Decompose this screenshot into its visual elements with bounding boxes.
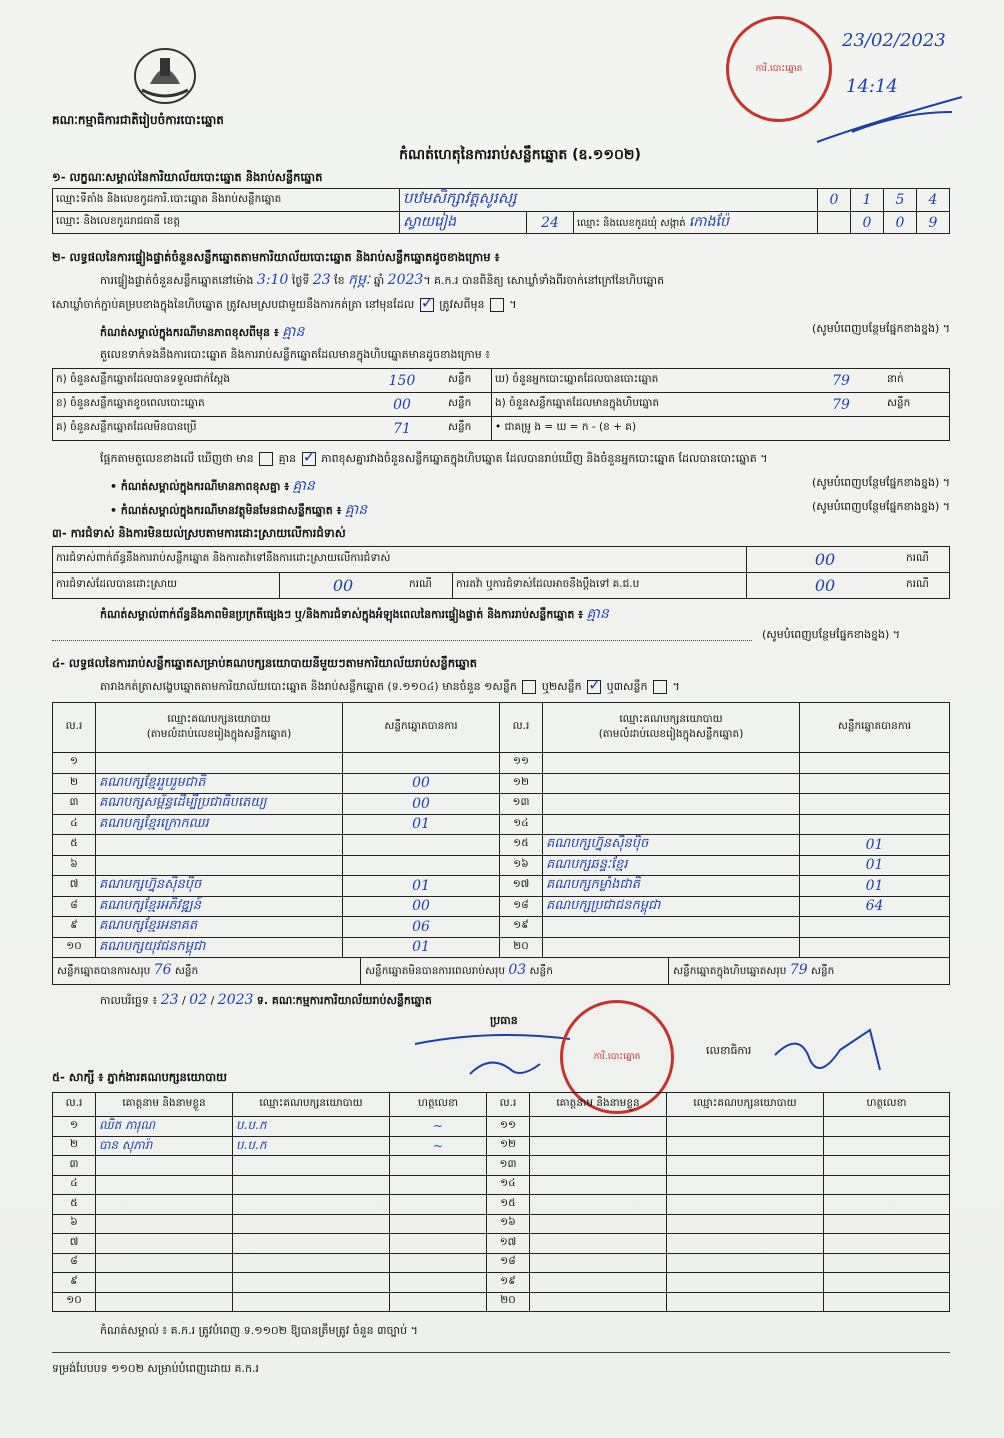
table-cell: ១៨: [500, 896, 543, 917]
table-cell: [390, 1195, 487, 1215]
table-row: [53, 794, 950, 815]
handwritten-signature-top: [812, 92, 972, 152]
commune-digit: 0: [884, 212, 917, 234]
table-cell: ៣: [53, 1156, 96, 1176]
province-label: ឈ្មោះ និងលេខកូដរាជធានី ខេត្ត: [53, 212, 400, 234]
handwritten-time: 14:14: [846, 76, 898, 97]
section2-b2: • កំណត់សម្គាល់ក្នុងករណីមានវត្ថុមិនមែនជាសន្លឹកឆ្នោត ៖ គ្មាន (សូមបំពេញបន្ថែមផ្នែកខាងខ្នង) ។: [110, 500, 950, 518]
table-cell: [543, 814, 800, 835]
location-digit: 5: [884, 189, 917, 212]
footer-note: កំណត់សម្គាល់ ៖ គ.ក.រ ត្រូវបំពេញ ទ.១១០២ ឱ្យបានត្រឹមត្រូវ ចំនួន ៣ច្បាប់ ។: [100, 1324, 418, 1337]
table-cell: ៨: [53, 1253, 96, 1273]
table-cell: [530, 1195, 667, 1215]
table-cell: [530, 1214, 667, 1234]
table-cell: ១៣: [500, 794, 543, 815]
section5-heading: ៥- សាក្សី ៖ ភ្នាក់ងារគណបក្សនយោបាយ: [52, 1070, 227, 1084]
section4-heading: ៤- លទ្ធផលនៃការរាប់សន្លឹកឆ្នោតសម្រាប់គណបក្សនយោបាយនីមួយៗតាមការិយាល័យរាប់សន្លឹកឆ្នោត: [52, 656, 477, 670]
table-cell: 01: [343, 814, 500, 835]
table-cell: ៩: [53, 1273, 96, 1293]
table-cell: គណបក្សសម្ព័ន្ធដើម្បីប្រជាធិបតេយ្យ: [96, 794, 343, 815]
table-cell: [96, 1175, 233, 1195]
commune-cell: [574, 212, 818, 234]
table-row: [53, 1253, 950, 1273]
table-cell: [233, 1253, 390, 1273]
table-cell: [343, 753, 500, 774]
table-row: [53, 1214, 950, 1234]
table-cell: [543, 917, 800, 938]
table-cell: 00: [343, 773, 500, 794]
date-line: កាលបរិច្ឆេទ ៖ 23 / 02 / 2023 ទ. គណៈកម្មការការិយាល័យរាប់សន្លឹកឆ្នោត: [100, 992, 432, 1008]
org-name: គណៈកម្មាធិការជាតិរៀបចំការបោះឆ្នោត: [52, 113, 224, 127]
table-cell: [824, 1156, 950, 1176]
table-cell: [530, 1253, 667, 1273]
table-cell: ៤: [53, 814, 96, 835]
table-cell: គណបក្សខ្មែរអភិវឌ្ឍន៍: [96, 896, 343, 917]
table-cell: [824, 1136, 950, 1156]
table-cell: [96, 855, 343, 876]
location-digit: 1: [851, 189, 884, 212]
location-label: ឈ្មោះទីតាំង និងលេខកូដការិ.បោះឆ្នោត និងរាប់សន្លឹកឆ្នោត: [53, 189, 400, 212]
province-code: 24: [527, 212, 574, 234]
table-cell: [390, 1253, 487, 1273]
figures-table: ក) ចំនួនសន្លឹកឆ្នោតដែលបានទទួលជាក់ស្តែង 150 សន្លឹក ឃ) ចំនួនអ្នកបោះឆ្នោតដែលបានបោះឆ្នោត 79 នាក់ ខ) ចំនួនសន្លឹកឆ្នោតខូចពេលបោះឆ្នោត 00 សន្លឹក ង) ចំនួនសន្លឹកឆ្នោតដែលមានក្នុងហិបឆ្នោត 79 សន្លឹក គ) ចំនួនសន្លឹកឆ្នោតដែលមិនបានប្រើ 71 សន្លឹក • ជាគម្រូ ង = ឃ = ក - (ខ + គ): [52, 368, 950, 441]
table-cell: ១២: [487, 1136, 530, 1156]
table-cell: [530, 1234, 667, 1254]
table-cell: គណបក្សខ្មែរអនាគត: [96, 917, 343, 938]
table-cell: 01: [800, 855, 950, 876]
table-cell: [543, 794, 800, 815]
footer-bottom: ទម្រង់បែបបទ ១១០២ សម្រាប់បំពេញដោយ គ.ក.រ: [52, 1362, 259, 1375]
table-row: [53, 1175, 950, 1195]
table-cell: ១៦: [500, 855, 543, 876]
section3-heading: ៣- ការជំទាស់ និងការមិនយល់ស្របតាមការដោះស្រាយលើការជំទាស់: [52, 526, 346, 540]
section2-p5: ផ្អែកតាមតួលេខខាងលើ ឃើញថា មាន គ្មាន ✓ ភាពខុសគ្នារវាងចំនួនសន្លឹកឆ្នោតក្នុងហិបឆ្នោត ដែលបានរាប់ឃើញ និងចំនួនអ្នកបោះឆ្នោត ដែលបានបោះឆ្នោត ។: [100, 452, 767, 468]
table-cell: [233, 1273, 390, 1293]
table-row: [53, 896, 950, 917]
section2-b1: • កំណត់សម្គាល់ក្នុងករណីមានភាពខុសគ្នា ៖ គ្មាន (សូមបំពេញបន្ថែមផ្នែកខាងខ្នង) ។: [110, 476, 950, 494]
table-cell: [233, 1234, 390, 1254]
table-row: [53, 1156, 950, 1176]
table-cell: ២: [53, 773, 96, 794]
table-cell: [233, 1195, 390, 1215]
table-cell: ១៨: [487, 1253, 530, 1273]
table-cell: ១៩: [487, 1273, 530, 1293]
section2-p3: កំណត់សម្គាល់ក្នុងករណីមានភាពខុសពីមុន ៖ គ្មាន (សូមបំពេញបន្ថែមផ្នែកខាងខ្នង) ។: [100, 322, 950, 340]
table-cell: [96, 1292, 233, 1312]
table-cell: [390, 1175, 487, 1195]
official-stamp-2: ការិ.បោះឆ្នោត: [560, 1000, 674, 1114]
table-cell: [824, 1253, 950, 1273]
table-cell: ២០: [487, 1292, 530, 1312]
commune-value: កោងប៉ែ: [688, 214, 729, 230]
table-cell: [530, 1117, 667, 1137]
total-ballots: សន្លឹកឆ្នោតក្នុងហិបឆ្នោតសរុប 79 សន្លឹក: [673, 962, 835, 978]
objections-table: ការជំទាស់ពាក់ព័ន្ធនឹងការរាប់សន្លឹកឆ្នោត និងការតវ៉ាទៅនឹងការដោះស្រាយលើការជំទាស់ 00 ករណី ការជំទាស់ដែលបានដោះស្រាយ 00 ករណី ការតវ៉ា ឬការជំទាស់ដែលអាចនឹងប្តឹងទៅ គ.ជ.ប 00 ករណី: [52, 546, 950, 599]
checkbox-checked[interactable]: [420, 298, 434, 312]
table-cell: ១៩: [500, 917, 543, 938]
location-digit: 0: [818, 189, 851, 212]
table-cell: [667, 1292, 824, 1312]
table-cell: [800, 773, 950, 794]
results-table: ល.រ ឈ្មោះគណបក្សនយោបាយ (តាមលំដាប់លេខរៀងក្នុងសន្លឹកឆ្នោត) សន្លឹកឆ្នោតបានការ ល.រ ឈ្មោះគណបក្សនយោបាយ (តាមលំដាប់លេខរៀងក្នុងសន្លឹកឆ្នោត) សន្លឹកឆ្នោតបានការ ១ ១១ ២ គណបក្សខ្មែររួបរួមជាតិ 00 ១២ ៣ គណបក្សសម្ព័ន្ធដើម្បីប្រជាធិបតេយ្យ 00 ១៣ ៤ គណបក្សខ្មែរក្រោកឈរ 01 ១៤ ៥ ១៥ គណបក្សហ្វ៊ុនស៊ិនប៉ិច 01 ៦ ១៦ គណបក្សឆន្ទៈខ្មែរ 01 ៧ គណបក្សហ្វ៊ុនស៊ិនប៉ិច 01 ១៧ គណបក្សកម្លាំងជាតិ 01 ៨ គណបក្សខ្មែរអភិវឌ្ឍន៍ 00 ១៨ គណបក្សប្រជាជនកម្ពុជា 64 ៩ គណបក្សខ្មែរអនាគត 06 ១៩ ១០ គណបក្សយុវជនកម្ពុជា 01 ២០ សន្លឹកឆ្នោតបានការសរុប 76 សន្លឹក សន្លឹកឆ្នោតមិនបានការពេលរាប់សរុប 03 សន្លឹក សន្លឹកឆ្នោតក្នុងហិបឆ្នោតសរុប 79 សន្លឹក: [52, 702, 950, 985]
table-cell: [667, 1214, 824, 1234]
secretary-signature: [770, 1020, 890, 1080]
table-cell: គណបក្សកម្លាំងជាតិ: [543, 876, 800, 897]
commune-label: ឈ្មោះ និងលេខកូដឃុំ សង្កាត់: [577, 218, 686, 229]
table-cell: ២០: [500, 937, 543, 958]
table-row: [53, 814, 950, 835]
table-cell: ១១: [500, 753, 543, 774]
witness-table: ល.រ គោត្តនាម និងនាមខ្លួន ឈ្មោះគណបក្សនយោបាយ ហត្ថលេខា ល.រ គោត្តនាម និងនាមខ្លួន ឈ្មោះគណបក្សនយោបាយ ហត្ថលេខា ១ ឈិត ភារុណ ប.ប.ក ~ ១១ ២ បាន សុភារ៉ា ប.ប.ក ~ ១២ ៣ ១៣ ៤ ១៤ ៥ ១៥ ៦ ១៦ ៧ ១៧ ៨ ១៨ ៩ ១៩ ១០ ២០: [52, 1092, 950, 1312]
section1-table: [52, 188, 950, 234]
table-cell: គណបក្សហ្វ៊ុនស៊ិនប៉ិច: [96, 876, 343, 897]
table-cell: ១២: [500, 773, 543, 794]
table-cell: ១៤: [500, 814, 543, 835]
table-row: [53, 917, 950, 938]
table-cell: [824, 1195, 950, 1215]
table-row: [53, 855, 950, 876]
table-row: [53, 1195, 950, 1215]
table-cell: [667, 1253, 824, 1273]
table-row: [53, 1292, 950, 1312]
table-cell: 00: [343, 896, 500, 917]
table-row: [53, 1117, 950, 1137]
table-cell: [667, 1156, 824, 1176]
table-cell: [824, 1273, 950, 1293]
table-cell: [96, 753, 343, 774]
table-cell: [824, 1214, 950, 1234]
table-cell: ១៥: [487, 1195, 530, 1215]
footer-divider: [52, 1352, 950, 1353]
table-cell: ១៤: [487, 1175, 530, 1195]
table-cell: [800, 753, 950, 774]
checkbox[interactable]: [259, 452, 273, 466]
table-cell: ១៦: [487, 1214, 530, 1234]
table-cell: ៦: [53, 855, 96, 876]
table-cell: ១៣: [487, 1156, 530, 1176]
checkbox[interactable]: [522, 680, 536, 694]
table-cell: [530, 1136, 667, 1156]
checkbox[interactable]: [653, 680, 667, 694]
table-row: [53, 876, 950, 897]
table-cell: [543, 937, 800, 958]
table-cell: [390, 1156, 487, 1176]
table-cell: ប.ប.ក: [233, 1136, 390, 1156]
table-cell: [530, 1292, 667, 1312]
table-cell: ~: [390, 1117, 487, 1137]
table-cell: 64: [800, 896, 950, 917]
table-cell: [530, 1156, 667, 1176]
commune-digit: 9: [917, 212, 950, 234]
checkbox-checked[interactable]: [302, 452, 316, 466]
official-stamp: ការិ.បោះឆ្នោត: [726, 16, 832, 122]
table-cell: គណបក្សឆន្ទៈខ្មែរ: [543, 855, 800, 876]
handwritten-date: 23/02/2023: [842, 30, 946, 51]
checkbox-checked[interactable]: [587, 680, 601, 694]
table-row: [53, 1273, 950, 1293]
table-cell: [667, 1175, 824, 1195]
national-emblem-icon: [130, 44, 200, 106]
table-cell: គណបក្សប្រជាជនកម្ពុជា: [543, 896, 800, 917]
section3-p: កំណត់សម្គាល់ពាក់ព័ន្ធនឹងភាពមិនប្រក្រតីផ្សេងៗ ឬ/និងការជំទាស់ក្នុងអំឡុងពេលនៃការផ្ទៀងផ្ទាត់ និងការរាប់សន្លឹកឆ្នោត ៖ គ្មាន: [100, 606, 609, 622]
section3-note: (សូមបំពេញបន្ថែមផ្នែកខាងខ្នង) ។: [762, 628, 901, 641]
table-cell: [96, 1253, 233, 1273]
chair-label: ប្រធាន: [490, 1014, 518, 1027]
table-cell: [343, 855, 500, 876]
table-cell: [96, 1234, 233, 1254]
chair-signature: [410, 1024, 580, 1084]
table-cell: ៨: [53, 896, 96, 917]
table-cell: ១០: [53, 937, 96, 958]
table-cell: [543, 773, 800, 794]
table-cell: 01: [800, 876, 950, 897]
table-cell: 06: [343, 917, 500, 938]
table-cell: [96, 1156, 233, 1176]
table-cell: [390, 1234, 487, 1254]
table-cell: [96, 1214, 233, 1234]
table-cell: ១០: [53, 1292, 96, 1312]
table-cell: [824, 1292, 950, 1312]
table-row: [53, 835, 950, 856]
table-cell: ៧: [53, 876, 96, 897]
table-cell: ៧: [53, 1234, 96, 1254]
table-cell: [530, 1273, 667, 1293]
table-cell: ១: [53, 753, 96, 774]
section1-heading: ១- លក្ខណៈសម្គាល់នៃការិយាល័យបោះឆ្នោត និងរាប់សន្លឹកឆ្នោត: [52, 170, 323, 184]
table-cell: [667, 1195, 824, 1215]
table-cell: [530, 1175, 667, 1195]
table-cell: [543, 753, 800, 774]
table-cell: ១៥: [500, 835, 543, 856]
table-cell: ១១: [487, 1117, 530, 1137]
table-cell: ១៧: [487, 1234, 530, 1254]
table-cell: ~: [390, 1136, 487, 1156]
table-cell: គណបក្សខ្មែរក្រោកឈរ: [96, 814, 343, 835]
table-cell: [667, 1234, 824, 1254]
table-cell: ១៧: [500, 876, 543, 897]
table-row: [53, 937, 950, 958]
table-cell: 01: [343, 876, 500, 897]
table-cell: 00: [343, 794, 500, 815]
table-cell: [667, 1117, 824, 1137]
table-cell: គណបក្សយុវជនកម្ពុជា: [96, 937, 343, 958]
table-cell: ១: [53, 1117, 96, 1137]
table-cell: ៩: [53, 917, 96, 938]
table-row: [53, 1234, 950, 1254]
table-cell: [233, 1156, 390, 1176]
table-cell: ៦: [53, 1214, 96, 1234]
table-cell: ៥: [53, 835, 96, 856]
table-cell: [96, 1273, 233, 1293]
table-cell: [233, 1175, 390, 1195]
table-cell: [667, 1273, 824, 1293]
dotted-line: [52, 640, 752, 641]
table-cell: [800, 917, 950, 938]
table-cell: [96, 1195, 233, 1215]
table-cell: [343, 835, 500, 856]
table-cell: ៤: [53, 1175, 96, 1195]
total-invalid: សន្លឹកឆ្នោតមិនបានការពេលរាប់សរុប 03 សន្លឹក: [361, 958, 669, 984]
table-row: [53, 753, 950, 774]
table-cell: [824, 1234, 950, 1254]
table-cell: [824, 1117, 950, 1137]
section2-p2: សោឃ្លាំចាក់ភ្ជាប់គម្របខាងក្នុងនៃហិបឆ្នោត ត្រូវសមស្របជាមួយនឹងការកត់ត្រា នៅមុនដែល ✓ ត្រូវសពីមុន ។: [52, 298, 517, 314]
table-cell: [800, 937, 950, 958]
location-value: បឋមសិក្សាវត្តសូរស្ស: [400, 189, 818, 212]
table-row: [53, 1136, 950, 1156]
location-digit: 4: [917, 189, 950, 212]
table-cell: ប.ប.ក: [233, 1117, 390, 1137]
table-cell: ២: [53, 1136, 96, 1156]
secretary-label: លេខាធិការ: [706, 1044, 752, 1057]
table-cell: 01: [343, 937, 500, 958]
commune-digit: 0: [851, 212, 884, 234]
table-cell: [800, 814, 950, 835]
section2-p4: តួលេខទាក់ទងនឹងការបោះឆ្នោត និងការរាប់សន្លឹកឆ្នោតដែលមានក្នុងហិបឆ្នោតមានដូចខាងក្រោម ៖: [100, 348, 491, 361]
total-valid: សន្លឹកឆ្នោតបានការសរុប 76 សន្លឹក: [53, 958, 361, 984]
table-cell: [667, 1136, 824, 1156]
section2-heading: ២- លទ្ធផលនៃការផ្ទៀងផ្ទាត់ចំនួនសន្លឹកឆ្នោតតាមការិយាល័យបោះឆ្នោត និងរាប់សន្លឹកឆ្នោតដូចខាងក្រោម ៖: [52, 250, 500, 264]
table-row: [53, 773, 950, 794]
table-cell: [233, 1292, 390, 1312]
table-cell: ៥: [53, 1195, 96, 1215]
section4-p: តារាងកត់ត្រាសង្ខេបឆ្នោតតាមការិយាល័យបោះឆ្នោត និងរាប់សន្លឹកឆ្នោត (ទ.១១០៤) មានចំនួន ១សន្លឹក ឬ២សន្លឹក ✓ ឬ៣សន្លឹក ។: [100, 680, 680, 696]
table-cell: [800, 794, 950, 815]
checkbox[interactable]: [490, 298, 504, 312]
table-cell: [390, 1273, 487, 1293]
table-cell: បាន សុភារ៉ា: [96, 1136, 233, 1156]
table-cell: 01: [800, 835, 950, 856]
table-cell: [824, 1175, 950, 1195]
table-cell: គណបក្សហ្វ៊ុនស៊ិនប៉ិច: [543, 835, 800, 856]
table-cell: [96, 835, 343, 856]
table-cell: [390, 1292, 487, 1312]
table-cell: គណបក្សខ្មែររួបរួមជាតិ: [96, 773, 343, 794]
table-cell: [390, 1214, 487, 1234]
section2-p1: ការផ្ទៀងផ្ទាត់ចំនួនសន្លឹកឆ្នោតនៅម៉ោង 3:10 ថ្ងៃទី 23 ខែ កុម្ភៈ ឆ្នាំ 2023។ គ.ក.រ បានពិនិត្យ សោឃ្លាំទាំងពីរចាក់នៅក្រៅនៃហិបឆ្នោត: [100, 272, 665, 288]
form-title: កំណត់ហេតុនៃការរាប់សន្លឹកឆ្នោត (ឧ.១១០២): [399, 147, 641, 163]
province-value: ស្វាយរៀង: [400, 212, 527, 234]
commune-digit-blank: [818, 212, 851, 234]
table-cell: ឈិត ភារុណ: [96, 1117, 233, 1137]
table-cell: [233, 1214, 390, 1234]
table-cell: ៣: [53, 794, 96, 815]
